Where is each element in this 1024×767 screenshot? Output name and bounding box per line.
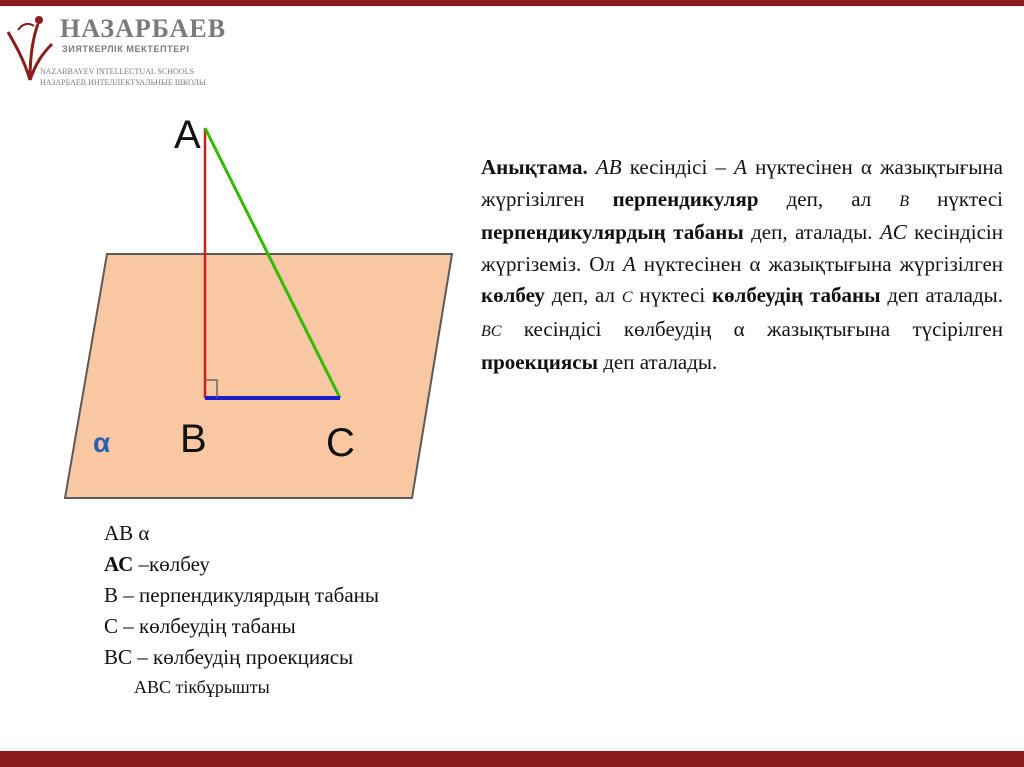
label-point-c: C <box>326 421 355 465</box>
summary-term: АС <box>104 552 134 576</box>
segment-name: AC <box>879 220 907 244</box>
bottom-accent-bar <box>0 751 1024 767</box>
summary-line: ВС – көлбеудің проекциясы <box>104 645 354 669</box>
text-span: деп, ал <box>758 186 900 211</box>
text-span: нүктесі <box>632 283 713 307</box>
term-perpendicular: перпендикуляр <box>612 186 759 211</box>
logo-english-name: NAZARBAYEV INTELLECTUAL SCHOOLS <box>40 67 194 76</box>
summary-line: В – перпендикулярдың табаны <box>104 583 380 607</box>
point-name: B <box>899 192 910 210</box>
label-plane-alpha: α <box>93 427 111 458</box>
text-span: деп, аталады. <box>743 220 880 244</box>
summary-list <box>104 518 379 701</box>
label-point-b: B <box>180 417 207 461</box>
summary-line: АВ α <box>104 521 150 545</box>
term-slant: көлбеу <box>481 283 545 307</box>
logo-subtitle: ЗИЯТКЕРЛІК МЕКТЕПТЕРІ <box>62 44 190 54</box>
text-span: деп аталады. <box>597 350 718 374</box>
text-span: нүктесінен α жазықтығына жүргізілген <box>635 251 1004 276</box>
summary-line: ABC тікбұрышты <box>134 677 270 697</box>
text-span: нүктесі <box>909 186 1003 211</box>
text-span: деп аталады. <box>880 283 1003 307</box>
point-name: C <box>621 289 633 306</box>
text-span: кесіндісі – <box>621 155 735 179</box>
term-projection: проекциясы <box>481 350 598 374</box>
point-name: A <box>734 155 747 179</box>
summary-line <box>104 549 379 580</box>
segment-name: AB <box>595 155 622 179</box>
definition-term: Анықтама. <box>481 155 588 179</box>
term-perpendicular-base: перпендикулярдың табаны <box>481 220 744 244</box>
plane-alpha <box>65 254 452 498</box>
summary-line: С – көлбеудің табаны <box>104 614 296 638</box>
text-span <box>588 155 596 179</box>
text-span: кесіндісі көлбеудің α жазықтығына түсірілген <box>501 316 1003 341</box>
term-slant-base: көлбеудің табаны <box>712 283 881 307</box>
logo-russian-name: НАЗАРБАЕВ ИНТЕЛЛЕКТУАЛЬНЫЕ ШКОЛЫ <box>40 78 206 87</box>
text-span: деп, ал <box>544 283 622 307</box>
label-point-a: A <box>174 113 201 157</box>
text-span: нүктесінен α жазықтығына жүргізілген <box>481 155 1004 211</box>
point-name: A <box>622 251 636 276</box>
definition-paragraph <box>481 152 1003 379</box>
text-span: –көлбеу <box>133 552 210 576</box>
logo-title: НАЗАРБАЕВ <box>60 14 227 43</box>
segment-name: BC <box>481 322 502 340</box>
text-span: кесіндісін жүргіземіз. Ол <box>481 220 1003 276</box>
